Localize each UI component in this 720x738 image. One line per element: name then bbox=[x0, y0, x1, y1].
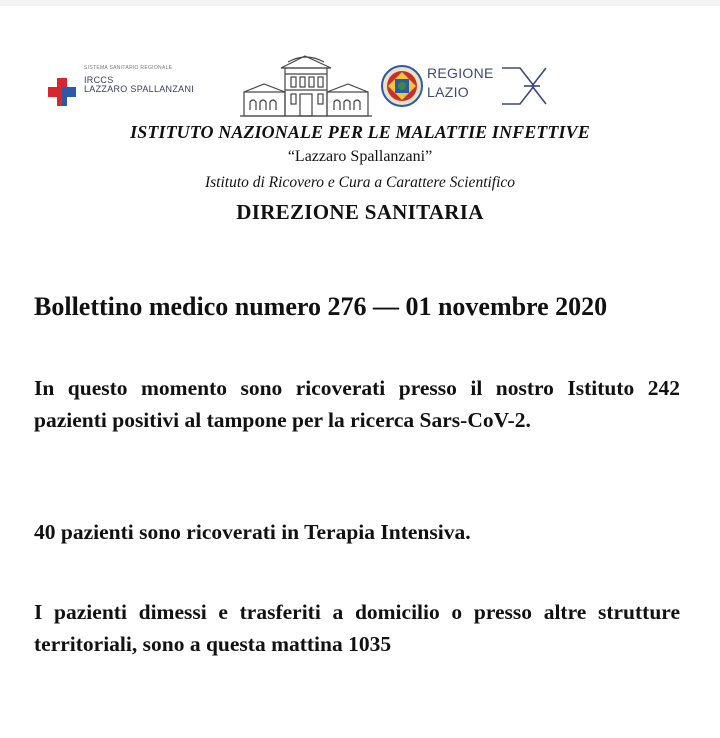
regione-chevron-icon bbox=[500, 64, 548, 108]
top-border bbox=[0, 0, 720, 6]
institute-subname: “Lazzaro Spallanzani” bbox=[287, 148, 433, 165]
bulletin-paragraph: In questo momento sono ricoverati presso il nostro Istituto 242 pazienti positivi al tampone per la ricerca Sars-CoV-2. bbox=[34, 376, 680, 432]
regione-lazio-emblem-icon bbox=[380, 64, 424, 108]
department-title: DIREZIONE SANITARIA bbox=[236, 200, 484, 224]
irccs-logo bbox=[46, 66, 226, 106]
bulletin-paragraph: I pazienti dimessi e trasferiti a domicilio o presso altre strutture territoriali, sono a questa mattina 1035 bbox=[34, 600, 680, 656]
regione-line1: REGIONE bbox=[427, 65, 494, 81]
bulletin-title: Bollettino medico numero 276 — 01 novembre 2020 bbox=[34, 292, 608, 321]
red-blue-cross-icon bbox=[46, 76, 78, 108]
bulletin-paragraph: 40 pazienti sono ricoverati in Terapia Intensiva. bbox=[34, 520, 471, 544]
institute-name: ISTITUTO NAZIONALE PER LE MALATTIE INFETTIVE bbox=[130, 122, 590, 142]
institute-type: Istituto di Ricovero e Cura a Carattere Scientifico bbox=[204, 174, 516, 191]
regione-lazio-logo bbox=[380, 62, 550, 110]
irccs-line1: IRCCS bbox=[84, 75, 114, 85]
logo-row bbox=[0, 52, 720, 118]
irccs-line2: LAZZARO SPALLANZANI bbox=[84, 84, 195, 94]
irccs-small-text: SISTEMA SANITARIO REGIONALE bbox=[84, 65, 173, 71]
regione-line2: LAZIO bbox=[427, 84, 469, 100]
institute-building-icon bbox=[238, 54, 373, 118]
